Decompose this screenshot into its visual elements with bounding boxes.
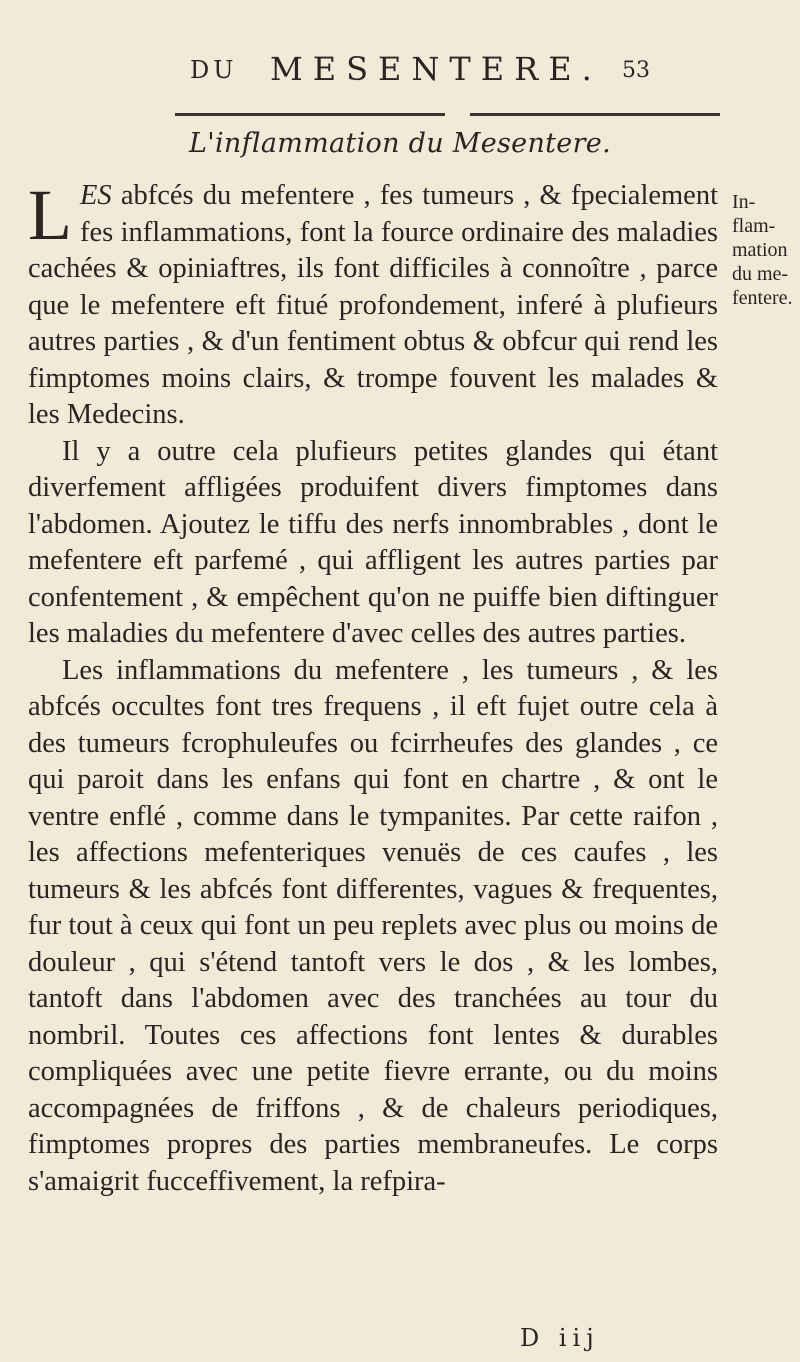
signature-mark: D iij	[520, 1324, 600, 1352]
margin-note-line: mation	[732, 239, 788, 261]
paragraph-1	[28, 175, 718, 434]
header-title: MESENTERE.	[270, 50, 602, 88]
margin-note-line: fentere.	[732, 287, 793, 309]
paragraph-2: Il y a outre cela plufieurs petites glandes qui étant diverfement affligées produifent divers fimptomes dans l'abdomen. Ajoutez le tiffu des nerfs innombrables , dont le mefentere eft parfemé , qui affligent les autres parties par confentement , & empêchent qu'on ne puiffe bien diftinguer les maladies du mefentere d'avec celles des autres parties.	[28, 435, 718, 649]
header-rule-right	[470, 113, 720, 116]
margin-note-line: du me-	[732, 263, 789, 285]
margin-note-line: flam-	[732, 215, 776, 237]
lead-word: ES	[79, 180, 112, 211]
margin-note	[732, 190, 800, 310]
paragraph-1-text: abfcés du mefentere , fes tumeurs , & fpecialement fes inflammations, font la fource ordinaire des maladies cachées & opiniaftres, ils font difficiles à connoître , parce que le mefentere eft fitué profondement, inferé à plufieurs autres parties , & d'un fentiment obtus & obfcur qui rend les fimptomes moins clairs, & trompe fouvent les malades & les Medecins.	[28, 180, 718, 430]
body-text	[28, 175, 718, 1200]
section-title: L'inflammation du Mesentere.	[189, 128, 611, 159]
page-number: 53	[622, 58, 650, 83]
running-header	[0, 50, 800, 90]
paragraph-3: Les inflammations du mefentere , les tumeurs , & les abfcés occultes font tres frequens , il eft fujet outre cela à des tumeurs fcrophuleufes ou fcirrheufes des glandes , ce qui paroit dans les enfans qui font en chartre , & ont le ventre enflé , comme dans le tympanites. Par cette raifon , les affections mefenteriques venuës de ces caufes , les tumeurs & les abfcés font differentes, vagues & frequentes, fur tout à ceux qui font un peu replets avec plus ou moins de douleur , qui s'étend tantoft vers le dos , & les lombes, tantoft dans l'abdomen avec des tranchées au tour du nombril. Toutes ces affections font lentes & durables compliquées avec une petite fievre errante, ou du moins accompagnées de friffons , & de chaleurs periodiques, fimptomes propres des parties membraneufes. Le corps s'amaigrit fucceffivement, la refpira-	[28, 654, 718, 1197]
header-rule-left	[175, 113, 445, 116]
header-prefix: DU	[190, 56, 238, 84]
drop-cap: L	[28, 175, 72, 255]
margin-note-line: In-	[732, 191, 756, 213]
